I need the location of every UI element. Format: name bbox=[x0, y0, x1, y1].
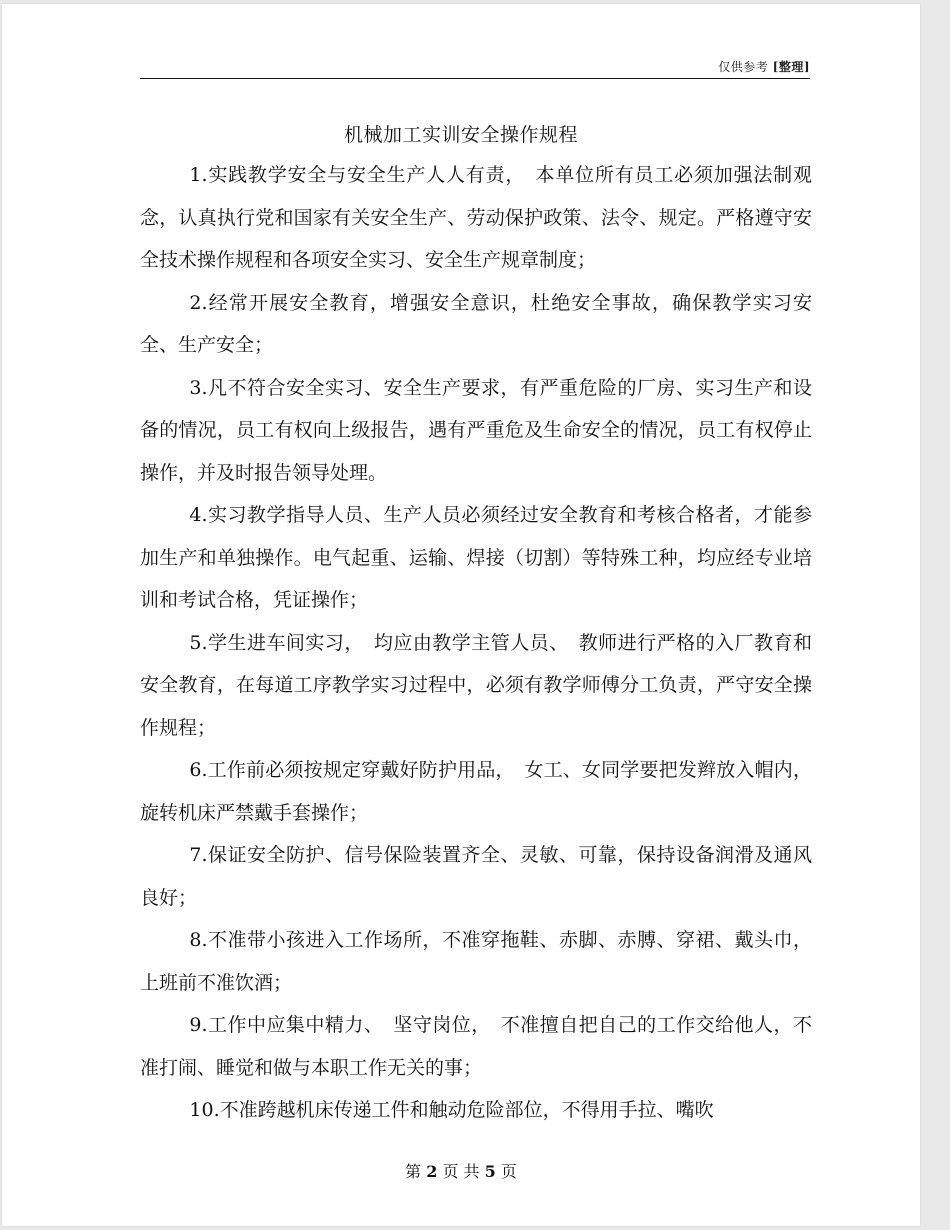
page-number-middle: 页 共 bbox=[442, 1162, 480, 1181]
header-divider bbox=[140, 78, 810, 79]
paragraph-9: 9.工作中应集中精力、 坚守岗位， 不准擅自把自己的工作交给他人，不准打闹、睡觉和做与本职工作无关的事； bbox=[140, 1014, 812, 1079]
header-reference bbox=[718, 58, 810, 75]
page-number-prefix: 第 bbox=[405, 1162, 422, 1181]
paragraph-4: 4.实习教学指导人员、生产人员必须经过安全教育和考核合格者，才能参加生产和单独操作。电气起重、运输、焊接（切割）等特殊工种，均应经专业培训和考试合格，凭证操作； bbox=[140, 504, 812, 611]
paragraph-10: 10.不准跨越机床传递工件和触动危险部位，不得用手拉、嘴吹 bbox=[189, 1099, 714, 1121]
document-page bbox=[2, 4, 920, 1226]
paragraph-1: 1.实践教学安全与安全生产人人有责， 本单位所有员工必须加强法制观念，认真执行党和国家有关安全生产、劳动保护政策、法令、规定。严格遵守安全技术操作规程和各项安全实习、安全生产规章制度； bbox=[140, 164, 812, 271]
page-number-footer bbox=[2, 1159, 920, 1182]
header-bracket-label: [整理] bbox=[772, 60, 810, 74]
current-page-number: 2 bbox=[426, 1162, 438, 1181]
total-page-count: 5 bbox=[484, 1162, 496, 1181]
document-body bbox=[140, 154, 812, 1132]
paragraph-3: 3.凡不符合安全实习、安全生产要求，有严重危险的厂房、实习生产和设备的情况，员工有权向上级报告，遇有严重危及生命安全的情况，员工有权停止操作，并及时报告领导处理。 bbox=[140, 376, 812, 484]
paragraph-2: 2.经常开展安全教育，增强安全意识，杜绝安全事故，确保教学实习安全、生产安全； bbox=[140, 291, 812, 356]
paragraph-6: 6.工作前必须按规定穿戴好防护用品， 女工、女同学要把发辫放入帽内，旋转机床严禁戴手套操作； bbox=[140, 759, 812, 824]
page-number-suffix: 页 bbox=[500, 1162, 517, 1181]
paragraph-7: 7.保证安全防护、信号保险装置齐全、灵敏、可靠，保持设备润滑及通风良好； bbox=[140, 844, 812, 909]
paragraph-8: 8.不准带小孩进入工作场所，不准穿拖鞋、赤脚、赤膊、穿裙、戴头巾，上班前不准饮酒； bbox=[140, 929, 812, 994]
paragraph-5: 5.学生进车间实习， 均应由教学主管人员、 教师进行严格的入厂教育和安全教育，在每道工序教学实习过程中，必须有教学师傅分工负责，严守安全操作规程； bbox=[140, 631, 812, 739]
document-title: 机械加工实训安全操作规程 bbox=[343, 124, 578, 146]
header-reference-text: 仅供参考 bbox=[718, 60, 769, 74]
